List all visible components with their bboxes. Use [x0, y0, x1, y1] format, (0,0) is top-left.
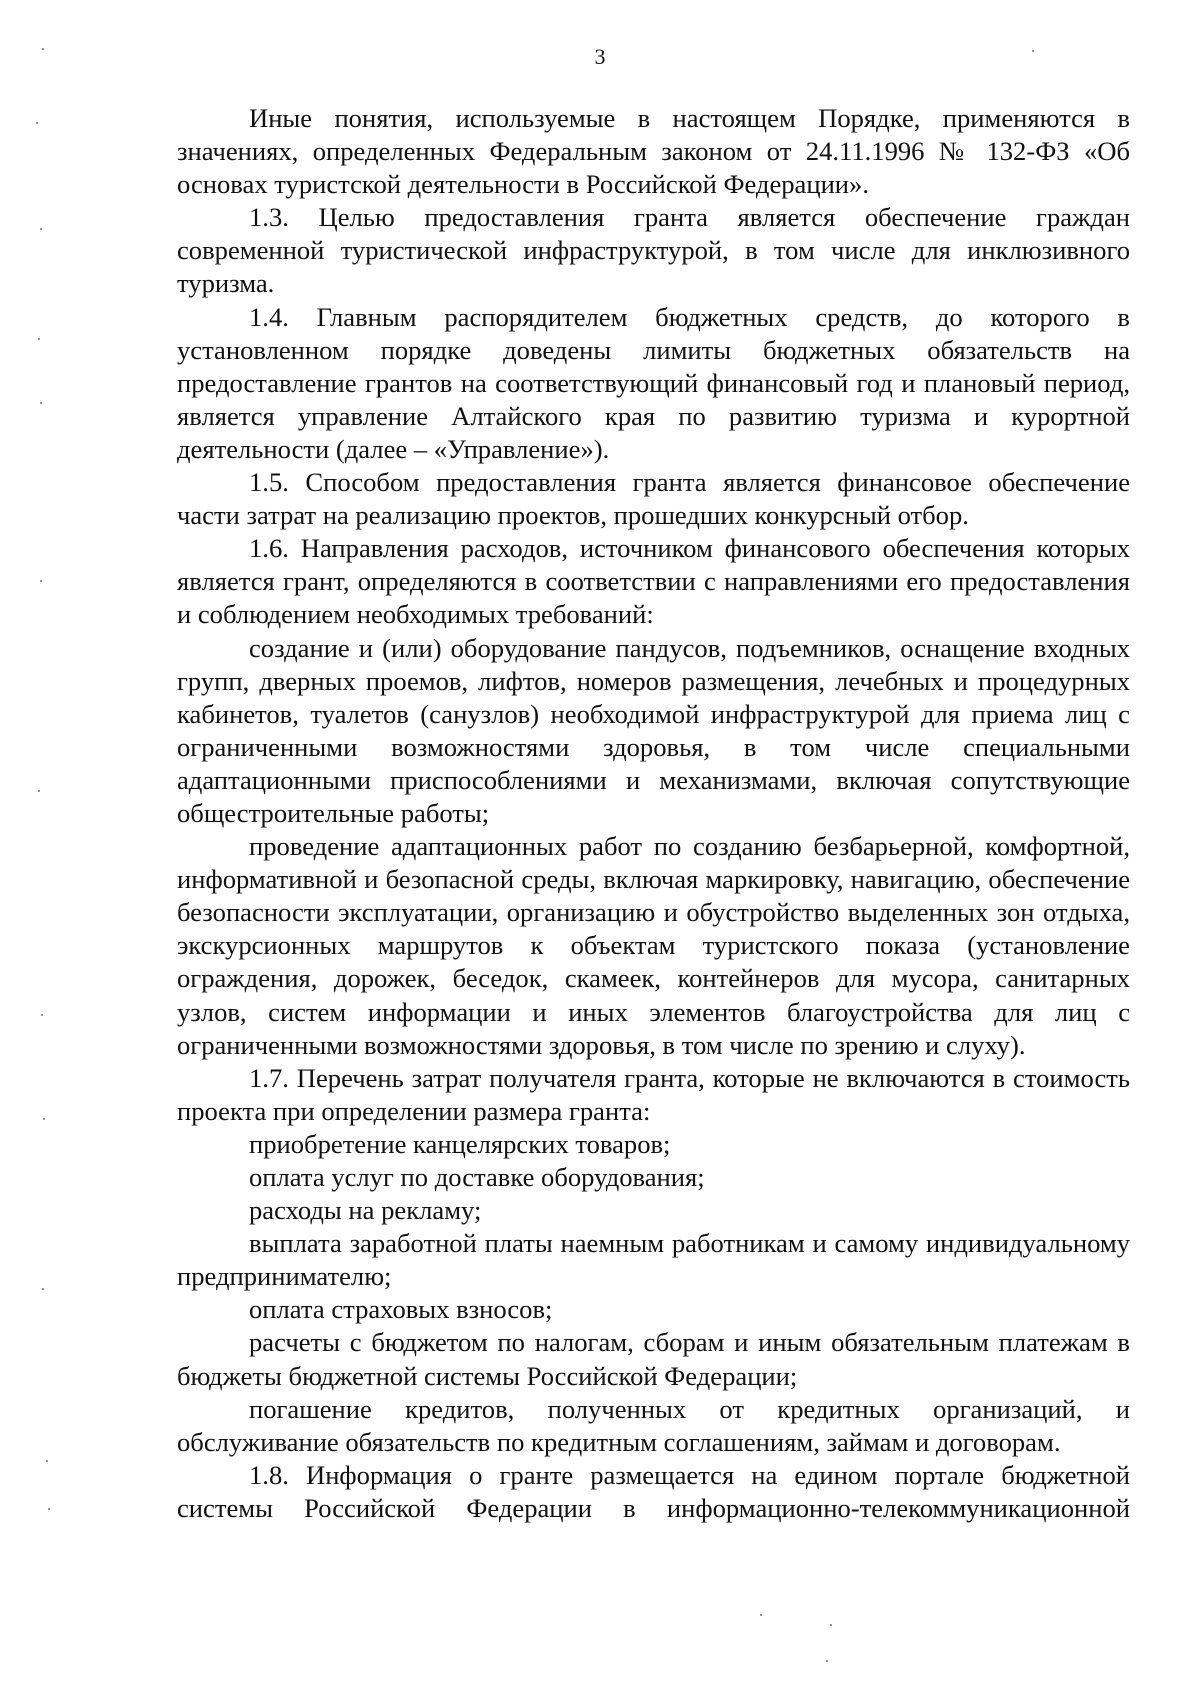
paragraph-1-7: 1.7. Перечень затрат получателя гранта, которые не включаются в стоимость проекта при определении размера гранта: [177, 1062, 1130, 1126]
paragraph-1-5: 1.5. Способом предоставления гранта является финансовое обеспечение части затрат на реализацию проектов, прошедших конкурсный отбор. [177, 467, 1130, 531]
paragraph-1-7-item-7: погашение кредитов, полученных от кредитных организаций, и обслуживание обязательств по кредитным соглашениям, займам и договорам. [177, 1393, 1130, 1457]
scan-speck [1032, 50, 1034, 52]
page-number: 3 [594, 44, 606, 69]
paragraph-1-6-item-2: проведение адаптационных работ по созданию безбарьерной, комфортной, информативной и безопасной среды, включая маркировку, навигацию, обеспечение безопасности эксплуатации, организацию и обустройство выделенных зон отдыха, экскурсионных маршрутов к объектам туристского показа (установление ограждения, дорожек, беседок, скамеек, контейнеров для мусора, санитарных узлов, систем информации и иных элементов благоустройства для лиц с ограниченными возможностями здоровья, в том числе по зрению и слуху). [177, 831, 1130, 1060]
scan-speck [830, 1624, 832, 1626]
paragraph-1-3: 1.3. Целью предоставления гранта является обеспечение граждан современной туристической инфраструктурой, в том числе для инклюзивного туризма. [177, 202, 1130, 299]
scan-speck [826, 1660, 828, 1662]
scan-speck [36, 122, 38, 124]
paragraph-1-6-item-1: создание и (или) оборудование пандусов, подъемников, оснащение входных групп, дверных проемов, лифтов, номеров размещения, лечебных и процедурных кабинетов, туалетов (санузлов) необходимой инфраструктурой для приема лиц с ограниченными возможностями здоровья, в том числе специальными адаптационными приспособлениями и механизмами, включая сопутствующие общестроительные работы; [177, 632, 1130, 828]
scan-speck [40, 580, 42, 582]
paragraph-1-8: 1.8. Информация о гранте размещается на едином портале бюджетной системы Российской Федерации в информационно-телекоммуникационной [177, 1459, 1130, 1523]
paragraph-1-7-item-5: оплата страховых взносов; [249, 1294, 553, 1325]
scan-speck [43, 1118, 45, 1120]
scan-speck [760, 1614, 762, 1616]
scan-speck [41, 1014, 43, 1016]
document-body [177, 102, 1130, 1525]
scan-speck [42, 1288, 44, 1290]
scan-speck [40, 402, 42, 404]
scan-speck [40, 228, 42, 230]
paragraph-1-7-item-2: оплата услуг по доставке оборудования; [249, 1162, 705, 1192]
paragraph-terms: Иные понятия, используемые в настоящем Порядке, применяются в значениях, определенных Федеральным законом от 24.11.1996 № 132-ФЗ «Об основах туристской деятельности в Российской Федерации». [177, 103, 1130, 200]
paragraph-1-4: 1.4. Главным распорядителем бюджетных средств, до которого в установленном порядке доведены лимиты бюджетных обязательств на предоставление грантов на соответствующий финансовый год и плановый период, является управление Алтайского края по развитию туризма и курортной деятельности (далее – «Управление»). [177, 301, 1130, 464]
scan-speck [38, 338, 40, 340]
scan-speck [42, 48, 44, 50]
paragraph-1-6: 1.6. Направления расходов, источником финансового обеспечения которых является грант, определяются в соответствии с направлениями его предоставления и соблюдением необходимых требований: [177, 533, 1130, 630]
scan-speck [38, 790, 40, 792]
paragraph-1-7-item-1: приобретение канцелярских товаров; [249, 1128, 671, 1159]
scan-speck [48, 1508, 50, 1510]
scan-speck [46, 1460, 48, 1462]
paragraph-1-7-item-3: расходы на рекламу; [249, 1195, 482, 1226]
paragraph-1-7-item-4: выплата заработной платы наемным работникам и самому индивидуальному предпринимателю; [177, 1228, 1130, 1292]
paragraph-1-7-item-6: расчеты с бюджетом по налогам, сборам и иным обязательным платежам в бюджеты бюджетной системы Российской Федерации; [177, 1327, 1130, 1391]
